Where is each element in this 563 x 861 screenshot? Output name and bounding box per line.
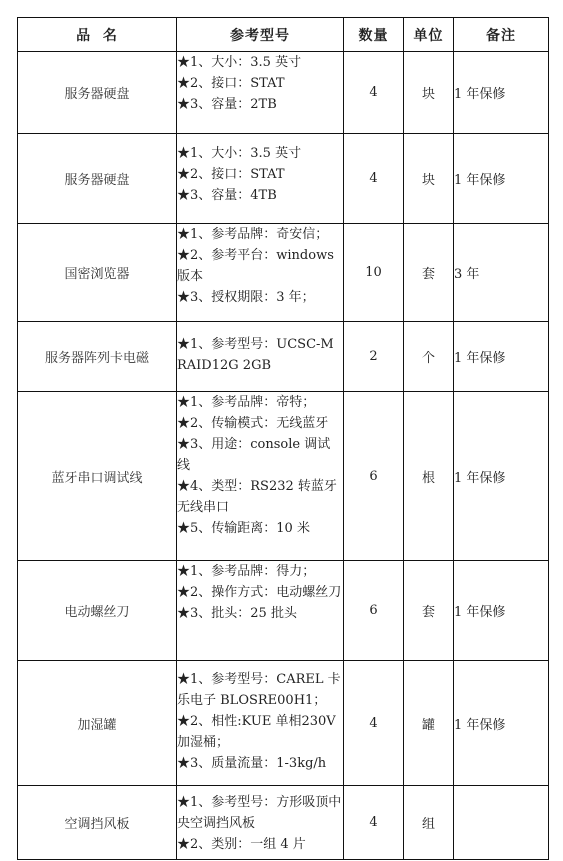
spec-line: ★3、容量：2TB: [177, 97, 277, 112]
item-specs: [177, 134, 344, 224]
spec-line: ★2、参考平台：windows 版本: [177, 248, 334, 284]
item-qty: 10: [344, 224, 404, 322]
spec-line: ★2、操作方式：电动螺丝刀: [177, 585, 342, 600]
item-unit: 个: [404, 322, 454, 392]
spec-line: ★3、授权期限：3 年；: [177, 290, 315, 305]
table-row: [18, 322, 549, 392]
item-unit: 套: [404, 561, 454, 661]
header-qty: 数量: [344, 18, 404, 52]
item-specs: [177, 322, 344, 392]
spec-line: ★1、参考品牌：帝特；: [177, 395, 316, 410]
item-qty: 4: [344, 52, 404, 134]
spec-line: ★3、质量流量：1-3kg/h: [177, 756, 327, 771]
item-specs: [177, 224, 344, 322]
item-qty: 4: [344, 786, 404, 860]
item-specs: [177, 52, 344, 134]
spec-line: ★4、类型：RS232 转蓝牙无线串口: [177, 479, 337, 515]
item-qty: 4: [344, 134, 404, 224]
spec-line: ★3、批头：25 批头: [177, 606, 297, 621]
spec-line: ★5、传输距离：10 米: [177, 521, 310, 536]
table-row: [18, 224, 549, 322]
spec-line: ★1、大小：3.5 英寸: [177, 146, 302, 161]
item-unit: 根: [404, 392, 454, 561]
item-qty: 6: [344, 561, 404, 661]
header-unit: 单位: [404, 18, 454, 52]
item-note: 1 年保修: [454, 561, 549, 661]
item-name: 服务器硬盘: [18, 52, 177, 134]
item-unit: 罐: [404, 661, 454, 786]
item-specs: [177, 392, 344, 561]
header-model: 参考型号: [177, 18, 344, 52]
item-specs: [177, 661, 344, 786]
item-name: 国密浏览器: [18, 224, 177, 322]
spec-line: ★3、容量：4TB: [177, 188, 277, 203]
spec-line: ★2、相性:KUE 单相230V 加湿桶；: [177, 714, 336, 750]
spec-line: ★3、用途：console 调试线: [177, 437, 331, 473]
item-note: [454, 786, 549, 860]
spec-line: ★1、参考品牌：奇安信；: [177, 227, 329, 242]
item-name: 电动螺丝刀: [18, 561, 177, 661]
item-qty: 4: [344, 661, 404, 786]
table-row: [18, 661, 549, 786]
item-unit: 套: [404, 224, 454, 322]
item-unit: 块: [404, 52, 454, 134]
spec-line: ★1、参考型号：方形吸顶中央空调挡风板: [177, 795, 342, 831]
item-note: 1 年保修: [454, 52, 549, 134]
item-specs: [177, 561, 344, 661]
spec-line: ★2、类别：一组 4 片: [177, 837, 306, 852]
item-name: 蓝牙串口调试线: [18, 392, 177, 561]
item-unit: 块: [404, 134, 454, 224]
item-name: 服务器硬盘: [18, 134, 177, 224]
spec-line: ★2、接口：STAT: [177, 76, 285, 91]
table-row: [18, 392, 549, 561]
header-note: 备注: [454, 18, 549, 52]
item-unit: 组: [404, 786, 454, 860]
spec-line: ★1、参考型号：CAREL 卡乐电子 BLOSRE00H1；: [177, 672, 341, 708]
spec-line: ★1、大小：3.5 英寸: [177, 55, 302, 70]
item-specs: [177, 786, 344, 860]
spec-line: ★2、接口：STAT: [177, 167, 285, 182]
item-note: 1 年保修: [454, 661, 549, 786]
table-row: [18, 134, 549, 224]
item-qty: 2: [344, 322, 404, 392]
spec-line: ★2、传输模式：无线蓝牙: [177, 416, 329, 431]
item-name: 空调挡风板: [18, 786, 177, 860]
equipment-spec-table: [17, 17, 549, 860]
item-note: 1 年保修: [454, 134, 549, 224]
item-qty: 6: [344, 392, 404, 561]
spec-line: ★1、参考型号：UCSC-MRAID12G 2GB: [177, 337, 334, 373]
item-note: 1 年保修: [454, 322, 549, 392]
table-row: [18, 786, 549, 860]
header-row: [18, 18, 549, 52]
item-name: 服务器阵列卡电磁: [18, 322, 177, 392]
header-name: 品 名: [18, 18, 177, 52]
item-note: 3 年: [454, 224, 549, 322]
spec-line: ★1、参考品牌：得力；: [177, 564, 316, 579]
table-row: [18, 561, 549, 661]
item-note: 1 年保修: [454, 392, 549, 561]
table-row: [18, 52, 549, 134]
item-name: 加湿罐: [18, 661, 177, 786]
